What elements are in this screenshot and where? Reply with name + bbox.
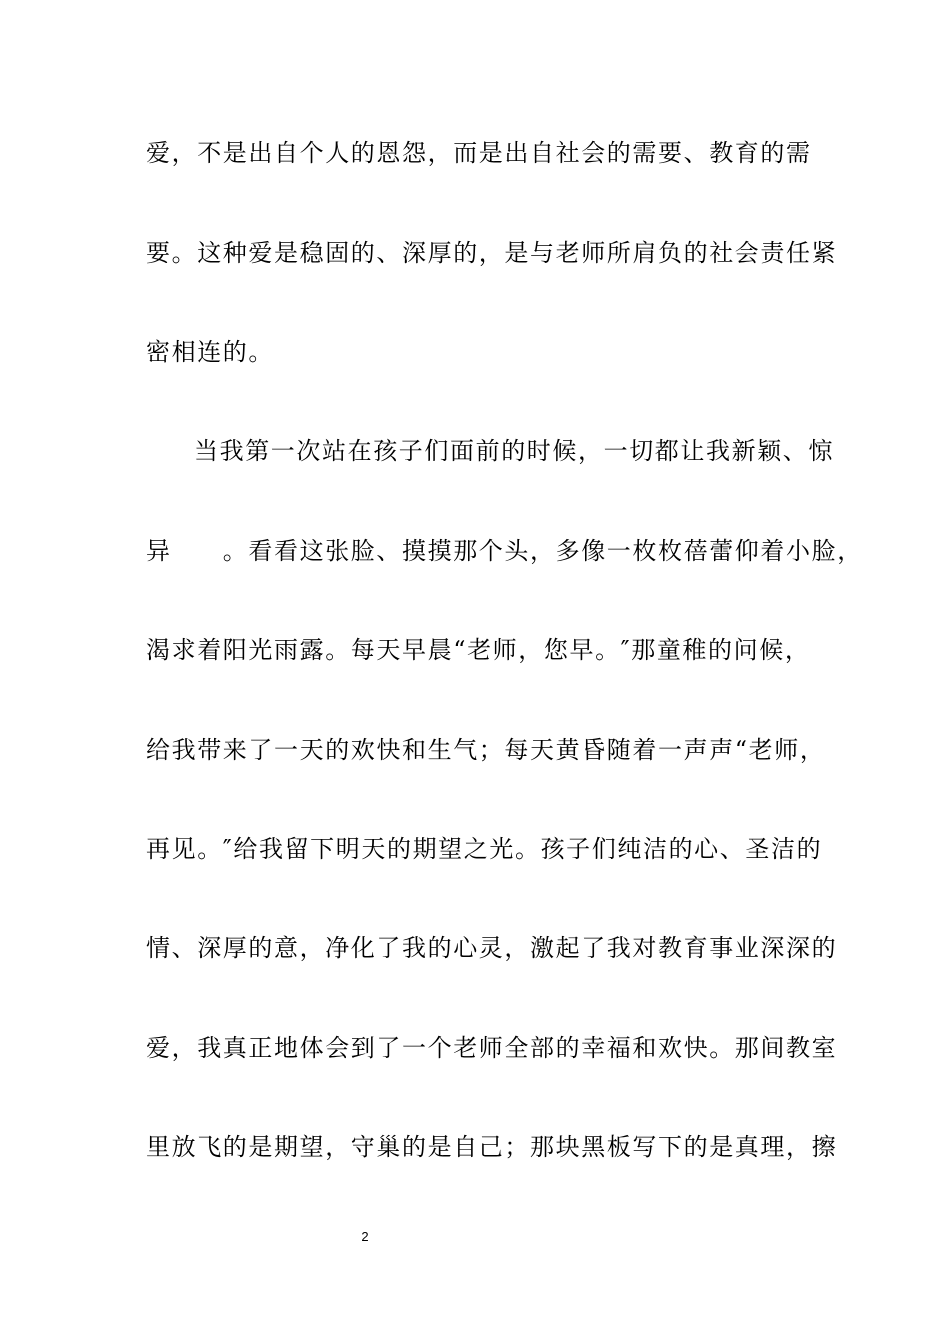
text-line: 给我带来了一天的欢快和生气；每天黄昏随着一声声“老师， — [146, 736, 826, 764]
text-line: 爱，不是出自个人的恩怨，而是出自社会的需要、教育的需 — [146, 139, 812, 167]
text-line: 再见。″给我留下明天的期望之光。孩子们纯洁的心、圣洁的 — [146, 835, 823, 863]
text-line: 异 。看看这张脸、摸摸那个头，多像一枚枚蓓蕾仰着小脸， — [146, 537, 863, 565]
page-number: 2 — [361, 1229, 369, 1244]
text-line: 要。这种爱是稳固的、深厚的，是与老师所肩负的社会责任紧 — [146, 239, 838, 267]
text-line: 情、深厚的意，净化了我的心灵，激起了我对教育事业深深的 — [146, 934, 838, 962]
text-line: 里放飞的是期望，守巢的是自己；那块黑板写下的是真理，擦 — [146, 1133, 838, 1161]
text-line: 密相连的。 — [146, 338, 274, 366]
paragraph-first-line: 当我第一次站在孩子们面前的时候，一切都让我新颖、惊 — [194, 437, 834, 465]
text-line: 渴求着阳光雨露。每天早晨“老师，您早。″那童稚的问候， — [146, 636, 811, 664]
text-line: 爱，我真正地体会到了一个老师全部的幸福和欢快。那间教室 — [146, 1034, 838, 1062]
